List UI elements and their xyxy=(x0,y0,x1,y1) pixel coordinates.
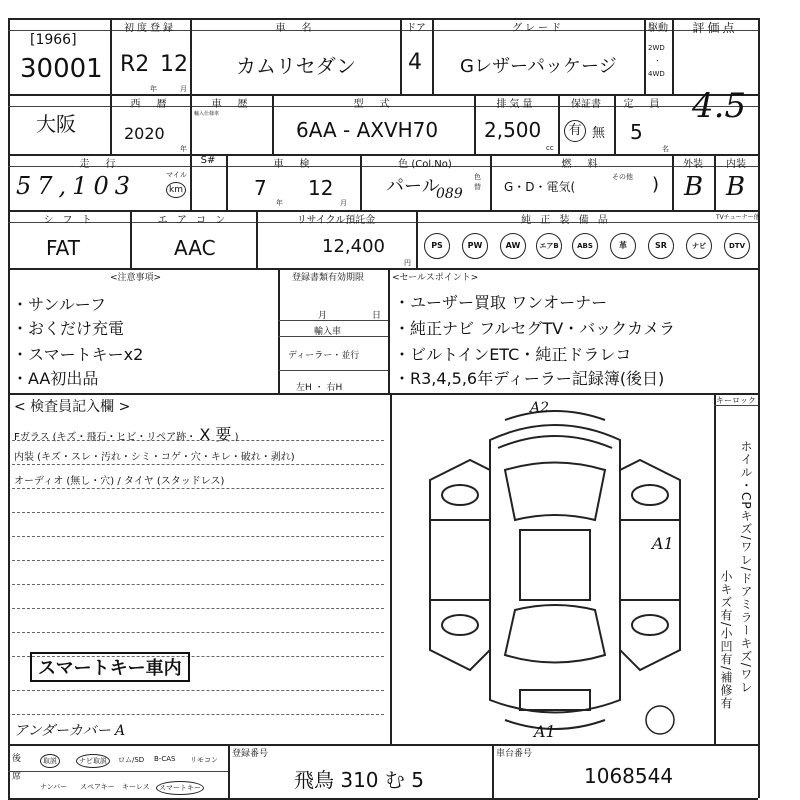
side-legend-2: 小キズ有/小凹有/補修有 xyxy=(719,570,733,711)
warranty-yes: 有 xyxy=(564,120,586,142)
capacity: 5 xyxy=(630,120,643,144)
car-diagram xyxy=(410,400,700,740)
region: 大阪 xyxy=(36,112,76,136)
yen-unit: 円 xyxy=(404,259,411,267)
footer-item: スペアキー xyxy=(80,783,115,791)
warranty-no: 無 xyxy=(592,126,606,141)
note-item: ・おくだけ充電 xyxy=(12,319,125,338)
keylock-label: キーロック xyxy=(716,396,756,405)
model-header: 車 名 xyxy=(275,23,315,34)
chassis-header: 車 歴 xyxy=(211,99,251,110)
inspector-title: < 検査員記入欄 > xyxy=(14,399,131,415)
equip-ps: PS xyxy=(424,233,450,259)
vin-label: 車台番号 xyxy=(496,749,533,759)
grid-line xyxy=(758,18,760,798)
color-change: 色替 xyxy=(474,173,481,191)
first-reg-header: 初度登録 xyxy=(124,23,176,34)
equip-leather: 革 xyxy=(610,233,636,259)
undercover-note: アンダーカバー A xyxy=(14,723,126,739)
door-count: 4 xyxy=(408,50,422,75)
sales-point: ・R3,4,5,6年ディーラー記録簿(後日) xyxy=(394,369,665,388)
footer-item: キーレス xyxy=(122,783,150,791)
shift-header: シ フ ト xyxy=(43,215,95,226)
sales-point: ・ユーザー買取 ワンオーナー xyxy=(394,293,608,312)
grid-line xyxy=(8,393,758,395)
fuel-header: 燃 料 xyxy=(561,159,601,170)
sales-header: <セールスポイント> xyxy=(392,273,479,283)
rear-label: 後 xyxy=(12,754,22,764)
footer-item: ナンバー xyxy=(40,783,68,791)
model-type-header: 型 式 xyxy=(353,99,393,110)
equip-aw: AW xyxy=(500,233,526,259)
car-name: カムリセダン xyxy=(236,54,356,78)
damage-mark-bottom: A1 xyxy=(534,722,556,741)
inspector-line-interior: 内装 (キズ・スレ・汚れ・シミ・コゲ・穴・キレ・破れ・剥れ) xyxy=(14,452,295,463)
grade-header: グレード xyxy=(512,23,564,34)
lot-number: 30001 xyxy=(20,54,103,84)
exterior-grade: B xyxy=(684,172,704,202)
reg-expiry-header: 登録書類有効期限 xyxy=(292,273,365,283)
lot-code: [1966] xyxy=(30,32,77,48)
first-reg-era: R2 xyxy=(120,52,150,77)
mileage-mile: マイル xyxy=(166,171,187,179)
vin-number: 1068544 xyxy=(584,764,674,788)
damage-mark-top: A2 xyxy=(530,400,550,416)
reg-month: 月 xyxy=(318,311,328,321)
interior-grade: B xyxy=(726,172,746,202)
equip-abs: ABS xyxy=(572,233,598,259)
footer-item: リモコン xyxy=(190,756,218,764)
rear-seat-label xyxy=(12,750,24,786)
fuel-close: ) xyxy=(652,174,660,195)
sales-point: ・ビルトインETC・純正ドラレコ xyxy=(394,345,632,364)
equip-navi: ナビ xyxy=(686,233,712,259)
seat-label: 席 xyxy=(12,772,22,782)
equip-airbag: エアB xyxy=(536,233,562,259)
warranty-header: 保証書 xyxy=(571,99,601,110)
plate-number: 飛鳥 310 む 5 xyxy=(294,768,424,792)
footer-item: ナビ取説 xyxy=(76,754,110,768)
score-header: 評価点 xyxy=(692,21,738,35)
year: 2020 xyxy=(124,124,165,143)
ac: AAC xyxy=(174,236,216,260)
displacement: 2,500 xyxy=(484,118,542,142)
grade: Gレザーパッケージ xyxy=(460,56,617,77)
insp-month-unit: 月 xyxy=(340,199,347,207)
plate-label: 登録番号 xyxy=(232,749,269,759)
fuel-other: その他 xyxy=(612,173,633,181)
shift: FAT xyxy=(46,236,81,260)
fglass-mark: X 要 xyxy=(199,425,232,444)
year-unit: 年 xyxy=(150,85,157,93)
caution-header: <注意事項> xyxy=(110,273,162,283)
footer-item: スマートキー xyxy=(156,781,204,795)
footer-item: ロム/SD xyxy=(118,756,145,764)
damage-mark-right: A1 xyxy=(652,534,674,553)
color: パール xyxy=(386,176,440,197)
drive-2wd: 2WD xyxy=(648,44,665,52)
color-number: 089 xyxy=(436,186,463,202)
western-header: 西 暦 xyxy=(130,99,170,110)
equip-sr: SR xyxy=(648,233,674,259)
smart-key-stamp: スマートキー車内 xyxy=(30,652,190,682)
drive-dot: ・ xyxy=(654,57,661,65)
equip-pw: PW xyxy=(462,233,488,259)
inspection-month: 12 xyxy=(308,176,334,200)
color-header: 色 (Col.No) xyxy=(398,159,452,170)
equipment-header: 純 正 装 備 品 xyxy=(521,215,611,226)
sales-point: ・純正ナビ フルセグTV・バックカメラ xyxy=(394,319,676,338)
fglass-text: Fガラス (キズ・飛石・ヒビ・リペア跡・ xyxy=(14,432,197,443)
displacement-header: 排気量 xyxy=(496,99,536,110)
model-type: 6AA - AXVH70 xyxy=(296,118,439,142)
equip-dtv: DTV xyxy=(724,233,750,259)
capacity-header: 定 員 xyxy=(623,99,663,110)
insp-year-unit: 年 xyxy=(276,199,283,207)
reg-day: 日 xyxy=(372,311,382,321)
note-item: ・スマートキーx2 xyxy=(12,345,144,364)
footer-item: 取説 xyxy=(40,754,60,768)
recycle-amount: 12,400 xyxy=(322,236,385,257)
inspection-year: 7 xyxy=(254,176,267,200)
recycle-header: リサイクル預託金 xyxy=(296,215,376,226)
ac-header: エ ア コ ン xyxy=(157,215,229,226)
sno-header: S# xyxy=(200,155,216,166)
mileage: 57,103 xyxy=(16,172,136,200)
tuner-header: TVチューナー他 xyxy=(716,214,760,221)
fglass-close: ) xyxy=(234,432,239,443)
drive-header: 駆動 xyxy=(648,23,668,34)
year-unit-2: 年 xyxy=(180,145,187,153)
interior-header: 内装 xyxy=(726,159,746,170)
fuel: G・D・電気( xyxy=(504,180,576,194)
grid-line xyxy=(8,18,10,798)
score-value: 4.5 xyxy=(692,86,747,126)
mileage-km: km xyxy=(166,182,186,198)
inspector-line-fglass xyxy=(14,422,238,445)
import-label: 輸入車 xyxy=(314,327,342,337)
drive-4wd: 4WD xyxy=(648,70,665,78)
note-item: ・サンルーフ xyxy=(12,295,107,314)
inspector-line-audio: オーディオ (無し・穴) / タイヤ (スタッドレス) xyxy=(14,476,225,487)
exterior-header: 外装 xyxy=(683,159,703,170)
footer-item: B-CAS xyxy=(154,755,176,763)
note-item: ・AA初出品 xyxy=(12,369,99,388)
capacity-unit: 名 xyxy=(662,145,669,153)
door-header: ドア xyxy=(406,23,426,34)
inspection-header: 車 検 xyxy=(273,159,313,170)
steering-option: 左H ・ 右H xyxy=(296,383,343,393)
first-reg-month: 12 xyxy=(160,52,188,77)
chassis-note: 輸入仕様車 xyxy=(194,111,220,117)
mileage-header: 走 行 xyxy=(79,159,119,170)
month-unit: 月 xyxy=(180,85,187,93)
side-legend-1: ホイル・CPキズ/ワレ/ドアミラーキズ/ワレ xyxy=(739,440,753,694)
cc-unit: cc xyxy=(546,144,554,152)
grid-line xyxy=(8,744,758,746)
dealer-option: ディーラー・並行 xyxy=(288,351,360,361)
